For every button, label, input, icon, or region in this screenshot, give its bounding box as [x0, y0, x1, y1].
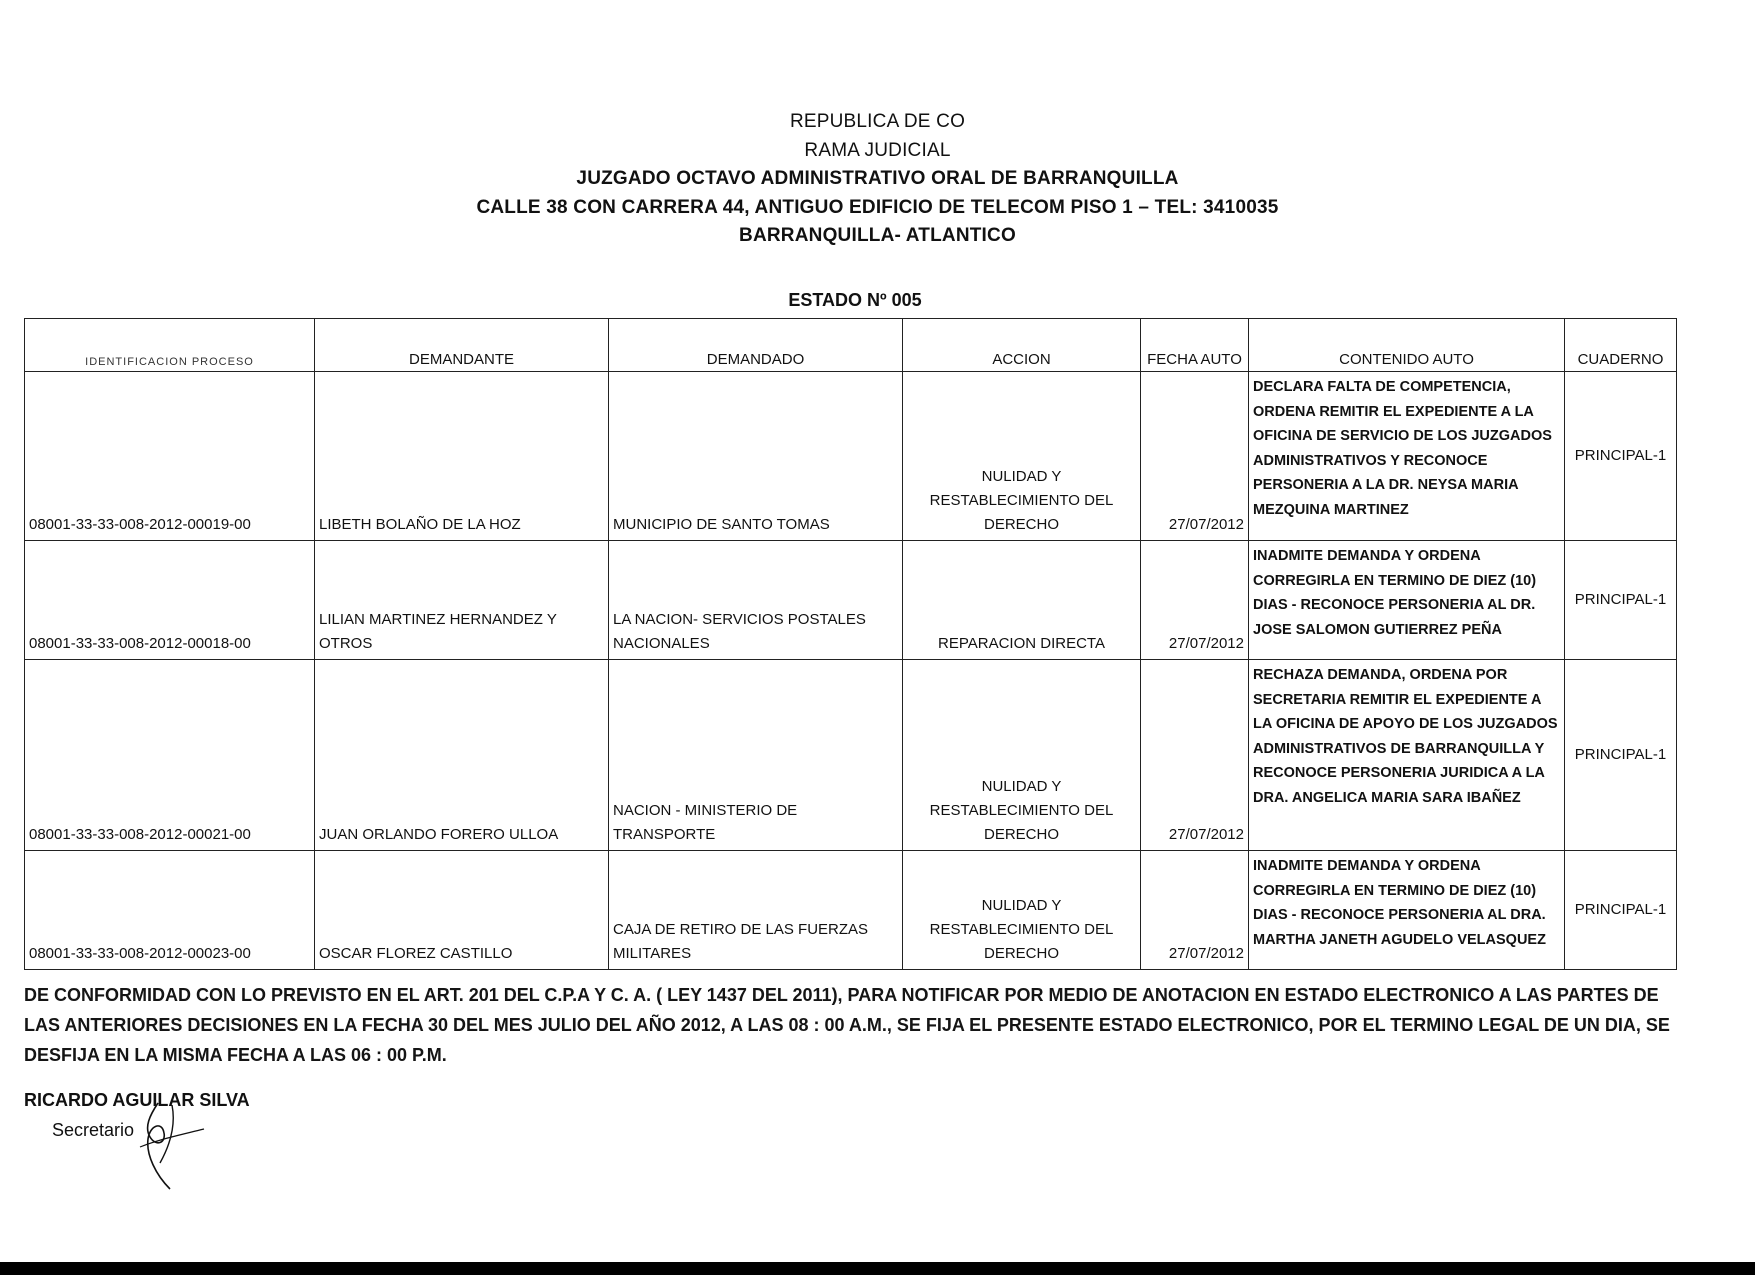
cell-demandante: JUAN ORLANDO FORERO ULLOA [315, 660, 609, 851]
cell-cuaderno: PRINCIPAL-1 [1565, 851, 1677, 970]
cell-demandante: OSCAR FLOREZ CASTILLO [315, 851, 609, 970]
col-contenido-auto: CONTENIDO AUTO [1249, 319, 1565, 372]
notification-paragraph: DE CONFORMIDAD CON LO PREVISTO EN EL ART. 201 DEL C.P.A Y C. A. ( LEY 1437 DEL 2011), PARA NOTIFICAR POR MEDIO DE ANOTACION EN ESTADO ELECTRONICO A LAS PARTES DE LAS ANTERIORES DECISIONES EN LA FECHA 30 DEL MES JULIO DEL AÑO 2012, A LAS 08 : 00 A.M., SE FIJA EL PRESENTE ESTADO ELECTRONICO, POR EL TERMINO LEGAL DE UN DIA, SE DESFIJA EN LA MISMA FECHA A LAS 06 : 00 P.M. [24, 985, 1670, 1065]
cell-demandado: MUNICIPIO DE SANTO TOMAS [609, 372, 903, 541]
table-row [25, 660, 1677, 851]
cell-identificacion: 08001-33-33-008-2012-00023-00 [25, 851, 315, 970]
col-fecha-auto: FECHA AUTO [1141, 319, 1249, 372]
cell-demandado: NACION - MINISTERIO DE TRANSPORTE [609, 660, 903, 851]
cell-demandante: LIBETH BOLAÑO DE LA HOZ [315, 372, 609, 541]
cell-identificacion: 08001-33-33-008-2012-00018-00 [25, 541, 315, 660]
col-identificacion: IDENTIFICACION PROCESO [25, 319, 315, 372]
cell-identificacion: 08001-33-33-008-2012-00021-00 [25, 660, 315, 851]
document-header [0, 108, 1755, 251]
header-address: CALLE 38 CON CARRERA 44, ANTIGUO EDIFICIO DE TELECOM PISO 1 – TEL: 3410035 [476, 196, 1279, 218]
signatory-role: Secretario [52, 1120, 135, 1140]
table-row [25, 541, 1677, 660]
table-row [25, 372, 1677, 541]
cell-demandado: LA NACION- SERVICIOS POSTALES NACIONALES [609, 541, 903, 660]
cell-accion: NULIDAD Y RESTABLECIMIENTO DEL DERECHO [903, 660, 1141, 851]
cell-cuaderno: PRINCIPAL-1 [1565, 660, 1677, 851]
header-republica: REPUBLICA DE CO [789, 111, 966, 132]
col-accion: ACCION [903, 319, 1141, 372]
cell-accion: NULIDAD Y RESTABLECIMIENTO DEL DERECHO [903, 851, 1141, 970]
cell-cuaderno: PRINCIPAL-1 [1565, 541, 1677, 660]
scan-bottom-border [0, 1262, 1755, 1275]
estado-table [24, 318, 1677, 970]
cell-accion: REPARACION DIRECTA [903, 541, 1141, 660]
col-demandado: DEMANDADO [609, 319, 903, 372]
table-header-row [25, 319, 1677, 372]
header-rama-judicial: RAMA JUDICIAL [804, 139, 951, 161]
cell-identificacion: 08001-33-33-008-2012-00019-00 [25, 372, 315, 541]
cell-fecha: 27/07/2012 [1141, 851, 1249, 970]
cell-contenido: RECHAZA DEMANDA, ORDENA POR SECRETARIA REMITIR EL EXPEDIENTE A LA OFICINA DE APOYO DE LOS JUZGADOS ADMINISTRATIVOS DE BARRANQUILLA Y RECONOCE PERSONERIA JURIDICA A LA DRA. ANGELICA MARIA SARA IBAÑEZ [1249, 660, 1565, 851]
cell-cuaderno: PRINCIPAL-1 [1565, 372, 1677, 541]
header-juzgado: JUZGADO OCTAVO ADMINISTRATIVO ORAL DE BARRANQUILLA [576, 168, 1179, 189]
cell-contenido: DECLARA FALTA DE COMPETENCIA, ORDENA REMITIR EL EXPEDIENTE A LA OFICINA DE SERVICIO DE LOS JUZGADOS ADMINISTRATIVOS Y RECONOCE PERSONERIA A LA DR. NEYSA MARIA MEZQUINA MARTINEZ [1249, 372, 1565, 541]
col-cuaderno: CUADERNO [1565, 319, 1677, 372]
header-city: BARRANQUILLA- ATLANTICO [739, 225, 1016, 246]
cell-contenido: INADMITE DEMANDA Y ORDENA CORREGIRLA EN TERMINO DE DIEZ (10) DIAS - RECONOCE PERSONERIA AL DRA. MARTHA JANETH AGUDELO VELASQUEZ [1249, 851, 1565, 970]
cell-fecha: 27/07/2012 [1141, 541, 1249, 660]
cell-demandado: CAJA DE RETIRO DE LAS FUERZAS MILITARES [609, 851, 903, 970]
cell-demandante: LILIAN MARTINEZ HERNANDEZ Y OTROS [315, 541, 609, 660]
signatory-name: RICARDO AGUILAR SILVA [24, 1090, 250, 1110]
col-demandante: DEMANDANTE [315, 319, 609, 372]
cell-contenido: INADMITE DEMANDA Y ORDENA CORREGIRLA EN TERMINO DE DIEZ (10) DIAS - RECONOCE PERSONERIA AL DR. JOSE SALOMON GUTIERREZ PEÑA [1249, 541, 1565, 660]
table-row [25, 851, 1677, 970]
handwritten-signature-icon [120, 1085, 220, 1195]
cell-accion: NULIDAD Y RESTABLECIMIENTO DEL DERECHO [903, 372, 1141, 541]
estado-title: ESTADO Nº 005 [788, 290, 922, 310]
cell-fecha: 27/07/2012 [1141, 660, 1249, 851]
cell-fecha: 27/07/2012 [1141, 372, 1249, 541]
